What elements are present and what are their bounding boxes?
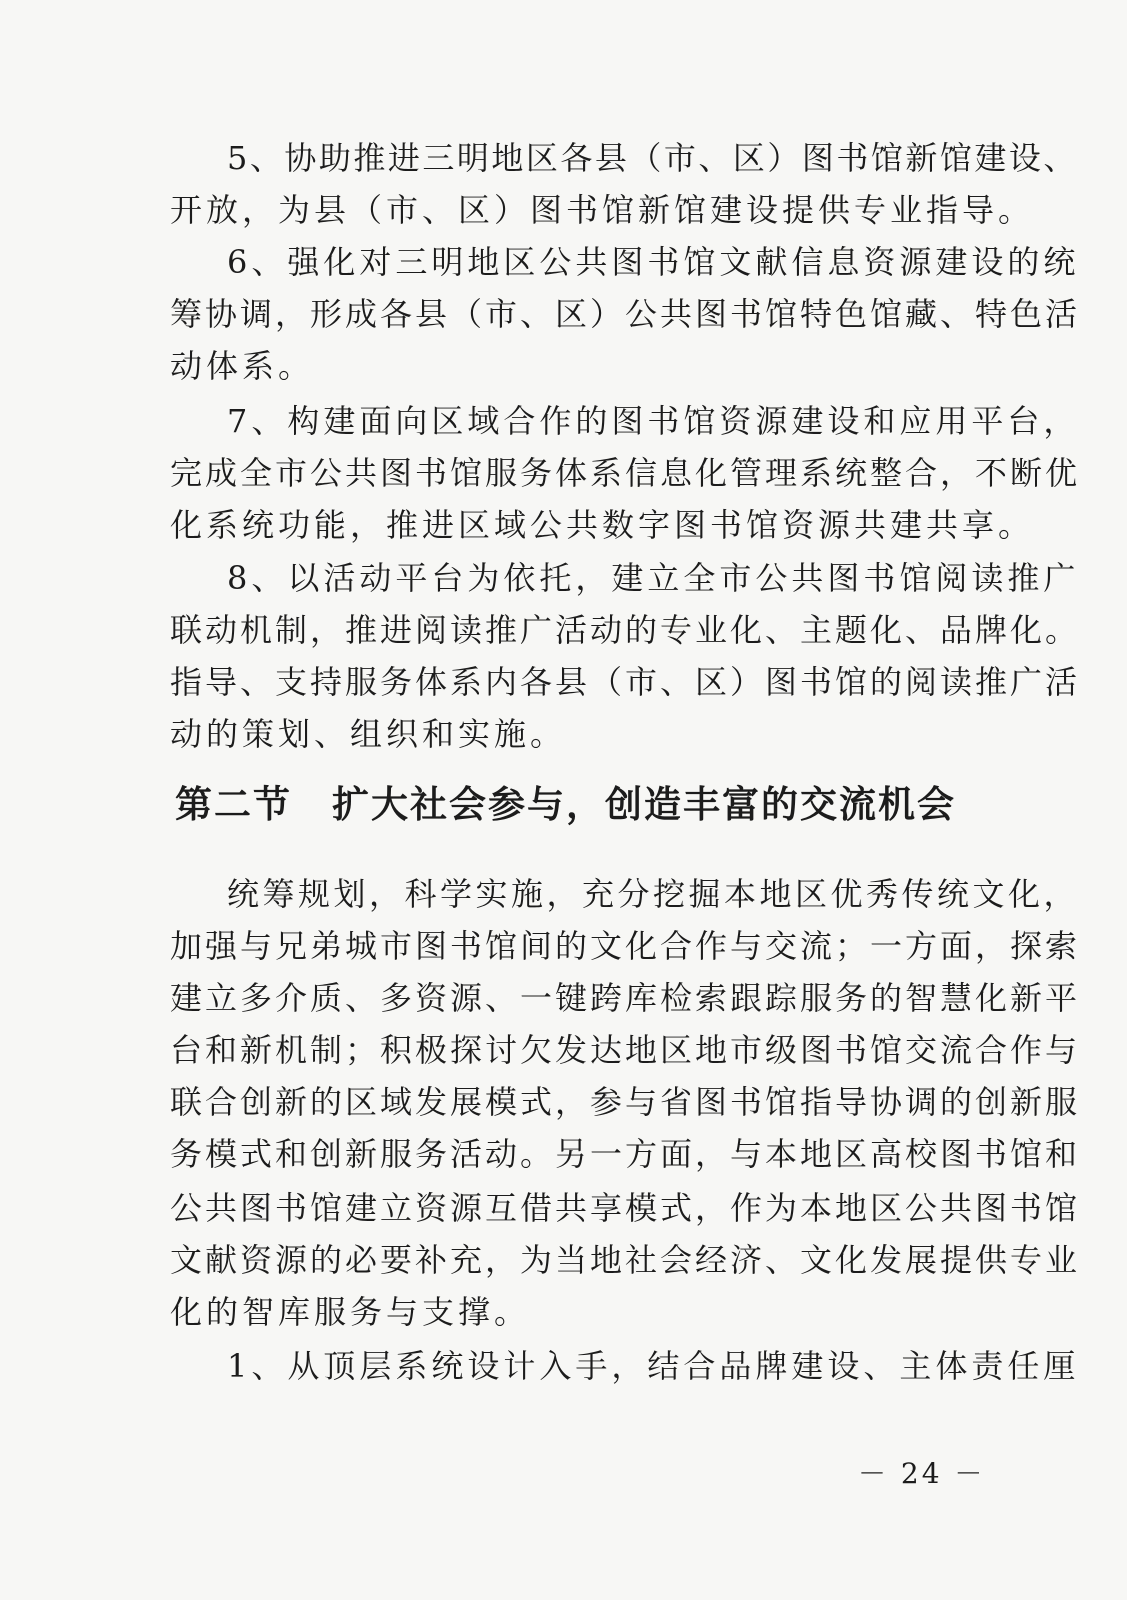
section-number: 第二节: [175, 783, 292, 826]
intro-paragraph-line-4: 台和新机制；积极探讨欠发达地区地市级图书馆交流合作与: [170, 1031, 1081, 1069]
paragraph-8-line-1: 8、以活动平台为依托，建立全市公共图书馆阅读推广: [227, 559, 1080, 597]
intro-paragraph-line-3: 建立多介质、多资源、一键跨库检索跟踪服务的智慧化新平: [170, 979, 1081, 1017]
paragraph-7-line-2: 完成全市公共图书馆服务体系信息化管理系统整合，不断优: [170, 454, 1081, 492]
paragraph-7-line-1: 7、构建面向区域合作的图书馆资源建设和应用平台，: [227, 402, 1080, 440]
intro-paragraph-line-1: 统筹规划，科学实施，充分挖掘本地区优秀传统文化，: [227, 875, 1080, 913]
paragraph-1-line-1: 1、从顶层系统设计入手，结合品牌建设、主体责任厘: [227, 1347, 1080, 1385]
page-number: － 24 －: [858, 1457, 986, 1490]
section-title: 扩大社会参与，创造丰富的交流机会: [332, 783, 956, 826]
intro-paragraph-line-6: 务模式和创新服务活动。另一方面，与本地区高校图书馆和: [170, 1135, 1081, 1173]
paragraph-6-line-1: 6、强化对三明地区公共图书馆文献信息资源建设的统: [227, 243, 1080, 281]
paragraph-5-line-1: 5、协助推进三明地区各县（市、区）图书馆新馆建设、: [227, 139, 1078, 177]
intro-paragraph-line-5: 联合创新的区域发展模式，参与省图书馆指导协调的创新服: [170, 1083, 1081, 1121]
paragraph-6-line-2: 筹协调，形成各县（市、区）公共图书馆特色馆藏、特色活: [170, 295, 1081, 333]
paragraph-5-line-2: 开放，为县（市、区）图书馆新馆建设提供专业指导。: [170, 191, 1035, 229]
intro-paragraph-line-7: 公共图书馆建立资源互借共享模式，作为本地区公共图书馆: [170, 1189, 1081, 1227]
section-heading: [175, 782, 956, 828]
intro-paragraph-line-9: 化的智库服务与支撑。: [170, 1293, 531, 1331]
paragraph-7-line-3: 化系统功能，推进区域公共数字图书馆资源共建共享。: [170, 506, 1035, 544]
paragraph-8-line-3: 指导、支持服务体系内各县（市、区）图书馆的阅读推广活: [170, 663, 1081, 701]
paragraph-8-line-2: 联动机制，推进阅读推广活动的专业化、主题化、品牌化。: [170, 611, 1081, 649]
paragraph-6-line-3: 动体系。: [170, 347, 315, 385]
paragraph-8-line-4: 动的策划、组织和实施。: [170, 715, 567, 753]
intro-paragraph-line-2: 加强与兄弟城市图书馆间的文化合作与交流；一方面，探索: [170, 927, 1081, 965]
intro-paragraph-line-8: 文献资源的必要补充，为当地社会经济、文化发展提供专业: [170, 1241, 1081, 1279]
